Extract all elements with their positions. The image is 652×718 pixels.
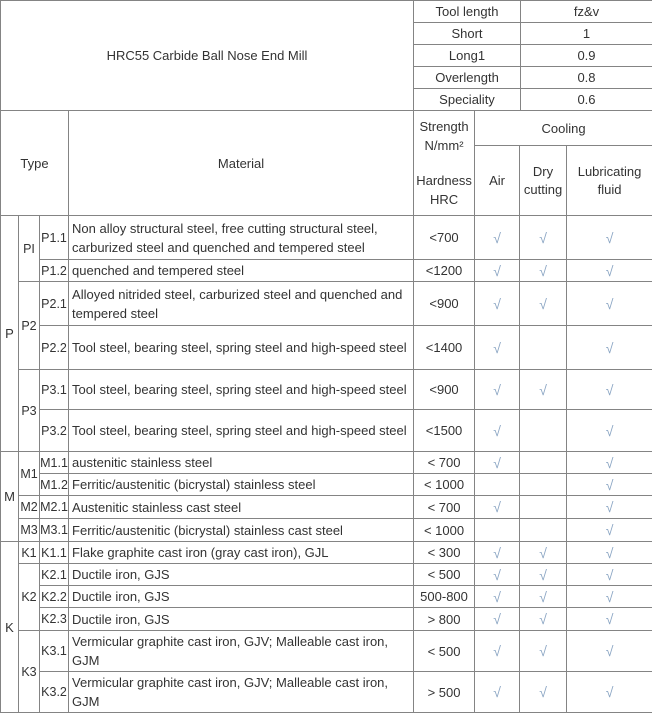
- subgroup-cell: M1: [19, 452, 40, 496]
- value-cell: <1500: [414, 410, 475, 452]
- check-air-cell: √: [475, 608, 520, 631]
- check-dry-cell: √: [520, 370, 567, 410]
- tool-length-value: 0.9: [521, 45, 652, 67]
- table-row: [1, 370, 652, 410]
- code-cell: P1.2: [40, 260, 69, 282]
- code-cell: K2.3: [40, 608, 69, 631]
- check-lub-cell: √: [567, 496, 652, 519]
- table-row: [1, 631, 652, 672]
- code-cell: M1.1: [40, 452, 69, 474]
- check-dry-cell: [520, 474, 567, 496]
- group-cell: M: [1, 452, 19, 542]
- check-lub-cell: √: [567, 370, 652, 410]
- tool-length-label: Short: [414, 23, 521, 45]
- material-cell: Ferritic/austenitic (bicrystal) stainless steel: [69, 474, 414, 496]
- check-dry-cell: [520, 410, 567, 452]
- code-cell: P1.1: [40, 216, 69, 260]
- check-air-cell: √: [475, 282, 520, 326]
- material-table: [0, 110, 652, 713]
- fzv-header: fz&v: [521, 1, 652, 23]
- code-cell: P2.1: [40, 282, 69, 326]
- check-lub-cell: √: [567, 260, 652, 282]
- check-dry-cell: √: [520, 542, 567, 564]
- check-lub-cell: √: [567, 474, 652, 496]
- value-cell: < 500: [414, 631, 475, 672]
- strength-hardness-header: [414, 111, 475, 216]
- table-row: [1, 496, 652, 519]
- group-cell: K: [1, 542, 19, 713]
- table-row: [1, 608, 652, 631]
- check-dry-cell: √: [520, 608, 567, 631]
- check-lub-cell: √: [567, 542, 652, 564]
- tool-length-label: Long1: [414, 45, 521, 67]
- check-dry-cell: √: [520, 672, 567, 713]
- table-row: [1, 1, 652, 23]
- code-cell: P3.2: [40, 410, 69, 452]
- value-cell: < 1000: [414, 474, 475, 496]
- value-cell: <900: [414, 370, 475, 410]
- check-dry-cell: [520, 326, 567, 370]
- material-cell: Ferritic/austenitic (bicrystal) stainless cast steel: [69, 519, 414, 542]
- hardness-label: Hardness HRC: [416, 172, 472, 207]
- strength-label: Strength N/mm²: [419, 118, 469, 153]
- check-dry-cell: √: [520, 586, 567, 608]
- value-cell: < 700: [414, 496, 475, 519]
- code-cell: M2.1: [40, 496, 69, 519]
- check-lub-cell: √: [567, 519, 652, 542]
- table-row: [1, 586, 652, 608]
- check-lub-cell: √: [567, 410, 652, 452]
- table-row: [1, 672, 652, 713]
- table-row: [1, 564, 652, 586]
- table-row: [1, 260, 652, 282]
- check-air-cell: √: [475, 496, 520, 519]
- table-row: [1, 410, 652, 452]
- check-lub-cell: √: [567, 586, 652, 608]
- material-cell: Vermicular graphite cast iron, GJV; Malleable cast iron, GJM: [69, 631, 414, 672]
- material-cell: Tool steel, bearing steel, spring steel and high-speed steel: [69, 370, 414, 410]
- cooling-header: Cooling: [475, 111, 652, 146]
- check-lub-cell: √: [567, 631, 652, 672]
- check-dry-cell: √: [520, 631, 567, 672]
- type-header: Type: [1, 111, 69, 216]
- check-air-cell: √: [475, 586, 520, 608]
- value-cell: > 500: [414, 672, 475, 713]
- check-air-cell: √: [475, 260, 520, 282]
- lubricating-fluid-header: Lubricating fluid: [567, 146, 652, 216]
- material-cell: Vermicular graphite cast iron, GJV; Malleable cast iron, GJM: [69, 672, 414, 713]
- code-cell: M3.1: [40, 519, 69, 542]
- table-row: [1, 326, 652, 370]
- check-lub-cell: √: [567, 452, 652, 474]
- value-cell: 500-800: [414, 586, 475, 608]
- material-cell: Non alloy structural steel, free cutting structural steel, carburized steel and quenched and tempered steel: [69, 216, 414, 260]
- check-dry-cell: [520, 496, 567, 519]
- material-cell: Austenitic stainless cast steel: [69, 496, 414, 519]
- check-air-cell: √: [475, 326, 520, 370]
- value-cell: < 300: [414, 542, 475, 564]
- check-air-cell: √: [475, 410, 520, 452]
- value-cell: > 800: [414, 608, 475, 631]
- code-cell: K3.1: [40, 631, 69, 672]
- subgroup-cell: P2: [19, 282, 40, 370]
- check-air-cell: √: [475, 542, 520, 564]
- check-dry-cell: √: [520, 564, 567, 586]
- check-air-cell: √: [475, 216, 520, 260]
- check-air-cell: [475, 474, 520, 496]
- check-dry-cell: √: [520, 216, 567, 260]
- check-air-cell: √: [475, 672, 520, 713]
- value-cell: < 1000: [414, 519, 475, 542]
- subgroup-cell: M3: [19, 519, 40, 542]
- code-cell: K3.2: [40, 672, 69, 713]
- table-row: [1, 542, 652, 564]
- material-cell: Alloyed nitrided steel, carburized steel and quenched and tempered steel: [69, 282, 414, 326]
- material-cell: Tool steel, bearing steel, spring steel and high-speed steel: [69, 326, 414, 370]
- table-row: [1, 452, 652, 474]
- check-air-cell: √: [475, 631, 520, 672]
- check-lub-cell: √: [567, 216, 652, 260]
- material-cell: quenched and tempered steel: [69, 260, 414, 282]
- air-header: Air: [475, 146, 520, 216]
- check-lub-cell: √: [567, 326, 652, 370]
- tool-length-table: [0, 0, 652, 111]
- check-dry-cell: [520, 519, 567, 542]
- dry-cutting-header: Dry cutting: [520, 146, 567, 216]
- material-cell: Ductile iron, GJS: [69, 564, 414, 586]
- subgroup-cell: M2: [19, 496, 40, 519]
- group-cell: P: [1, 216, 19, 452]
- material-cell: Ductile iron, GJS: [69, 586, 414, 608]
- table-row: [1, 282, 652, 326]
- material-cell: Tool steel, bearing steel, spring steel and high-speed steel: [69, 410, 414, 452]
- tool-length-value: 0.8: [521, 67, 652, 89]
- value-cell: <700: [414, 216, 475, 260]
- table-row: [1, 474, 652, 496]
- value-cell: <1200: [414, 260, 475, 282]
- tool-length-header: Tool length: [414, 1, 521, 23]
- value-cell: < 700: [414, 452, 475, 474]
- check-lub-cell: √: [567, 672, 652, 713]
- subgroup-cell: K1: [19, 542, 40, 564]
- tool-length-label: Speciality: [414, 89, 521, 111]
- value-cell: <1400: [414, 326, 475, 370]
- check-dry-cell: √: [520, 260, 567, 282]
- code-cell: K1.1: [40, 542, 69, 564]
- check-lub-cell: √: [567, 608, 652, 631]
- product-title: HRC55 Carbide Ball Nose End Mill: [1, 1, 414, 111]
- material-cell: Ductile iron, GJS: [69, 608, 414, 631]
- check-lub-cell: √: [567, 564, 652, 586]
- check-dry-cell: [520, 452, 567, 474]
- value-cell: < 500: [414, 564, 475, 586]
- material-cell: austenitic stainless steel: [69, 452, 414, 474]
- table-row: [1, 519, 652, 542]
- check-air-cell: √: [475, 564, 520, 586]
- tool-length-value: 0.6: [521, 89, 652, 111]
- strength-hardness-text: [414, 112, 474, 215]
- subgroup-cell: K3: [19, 631, 40, 713]
- table-row: [1, 216, 652, 260]
- subgroup-cell: PI: [19, 216, 40, 282]
- value-cell: <900: [414, 282, 475, 326]
- check-air-cell: √: [475, 452, 520, 474]
- material-header: Material: [69, 111, 414, 216]
- check-dry-cell: √: [520, 282, 567, 326]
- table-row: [1, 111, 652, 146]
- subgroup-cell: P3: [19, 370, 40, 452]
- check-lub-cell: √: [567, 282, 652, 326]
- code-cell: P3.1: [40, 370, 69, 410]
- check-air-cell: √: [475, 370, 520, 410]
- code-cell: M1.2: [40, 474, 69, 496]
- code-cell: K2.2: [40, 586, 69, 608]
- subgroup-cell: K2: [19, 564, 40, 631]
- check-air-cell: [475, 519, 520, 542]
- code-cell: P2.2: [40, 326, 69, 370]
- code-cell: K2.1: [40, 564, 69, 586]
- tool-length-value: 1: [521, 23, 652, 45]
- tool-length-label: Overlength: [414, 67, 521, 89]
- material-cell: Flake graphite cast iron (gray cast iron), GJL: [69, 542, 414, 564]
